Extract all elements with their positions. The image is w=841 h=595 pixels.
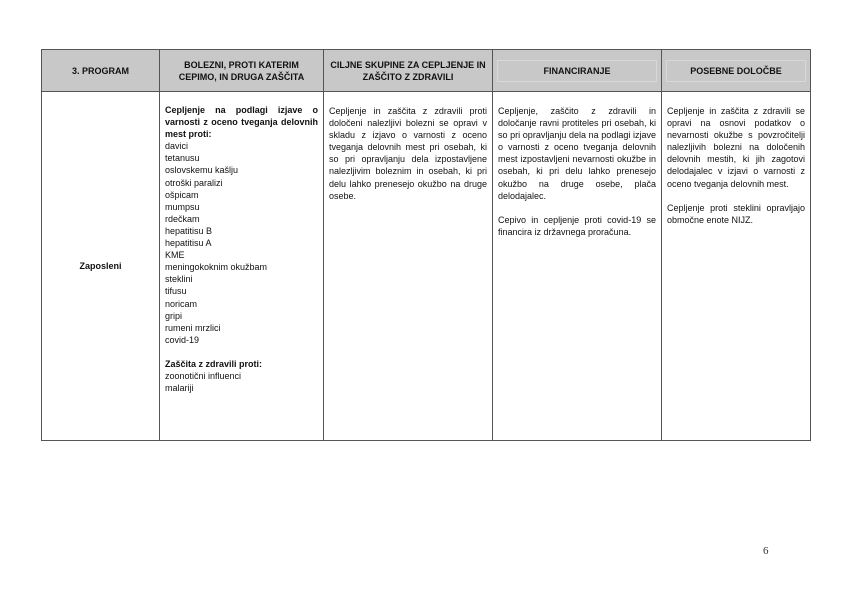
disease-item: rdečkam [165,213,200,224]
program-cell [42,92,160,441]
special-provisions-cell [662,92,811,441]
header-target-groups [324,50,493,92]
financing-paragraph-1: Cepljenje, zaščito z zdravili in določanje ravni protiteles pri osebah, ki so pri opravljanju dela na podlagi izjave o varnosti z oceno tveganja delovnih mest izpostavljeni nevarnosti okužbe in osebah, ki pri delu lahko prenesejo okužbo na druge osebe, plača delodajalec. [498,106,656,201]
vaccination-program-table [41,49,811,441]
special-provisions-text [662,92,810,226]
disease-item: covid-19 [165,334,200,345]
financing-cell [493,92,662,441]
table-header-row [42,50,811,92]
header-special-provisions-label: POSEBNE DOLOČBE [666,60,806,82]
disease-item: hepatitisu A [165,238,212,249]
header-diseases [160,50,324,92]
target-groups-cell [324,92,493,441]
disease-item: KME [165,250,185,261]
disease-item: ošpicam [165,189,199,200]
disease-item: hepatitisu B [165,225,213,236]
disease-item: meningokoknim okužbam [165,262,268,273]
disease-item: otroški paralizi [165,177,223,188]
financing-paragraph-2: Cepivo in cepljenje proti covid-19 se financira iz državnega proračuna. [498,214,656,237]
protection-item: malariji [165,383,194,394]
diseases-list [160,92,323,394]
disease-item: tifusu [165,286,187,297]
list-spacer [165,346,318,358]
disease-item: gripi [165,310,183,321]
disease-item: oslovskemu kašlju [165,165,239,176]
special-provisions-paragraph-1: Cepljenje in zaščita z zdravili se opravi na osnovi podatkov o nevarnosti okužbe s povzročitelji nalezljivih bolezni na določenih delovnih mestih, ki jih zagotovi delodajalec v izjavi o varnosti z oceno tveganja delovnih mest. [667,106,805,189]
target-groups-text [324,92,492,202]
header-program [42,50,160,92]
disease-item: noricam [165,298,198,309]
table-row [42,92,811,441]
disease-item: rumeni mrzlici [165,322,221,333]
protection-item: zoonotični influenci [165,370,242,381]
target-groups-paragraph: Cepljenje in zaščita z zdravili proti določeni nalezljivi bolezni se opravi v skladu z izjavo o varnosti z oceno tveganja delovnih mest pri osebah, ki so pri opravljanju dela izpostavljene nalezljivim boleznim in osebah, ki pri delu lahko prenesejo okužbo na druge osebe. [329,106,487,201]
protection-heading: Zaščita z zdravili proti: [165,358,263,369]
header-target-groups-label: CILJNE SKUPINE ZA CEPLJENJE IN ZAŠČITO Z ZDRAVILI [330,59,486,82]
special-provisions-paragraph-2: Cepljenje proti steklini opravljajo območne enote NIJZ. [667,202,805,225]
diseases-cell [160,92,324,441]
header-diseases-label: BOLEZNI, PROTI KATERIM CEPIMO, IN DRUGA ZAŠČITA [178,59,305,82]
disease-item: mumpsu [165,201,200,212]
program-name: Zaposleni [79,260,122,271]
page-number: 6 [763,545,769,557]
disease-item: tetanusu [165,153,200,164]
header-financing [493,50,662,92]
header-program-label: 3. PROGRAM [71,65,129,76]
disease-item: steklini [165,274,193,285]
disease-item: davici [165,141,189,152]
financing-text [493,92,661,238]
diseases-intro: Cepljenje na podlagi izjave o varnosti z oceno tveganja delovnih mest proti: [165,105,318,140]
header-special-provisions [662,50,811,92]
header-financing-label: FINANCIRANJE [497,60,657,82]
